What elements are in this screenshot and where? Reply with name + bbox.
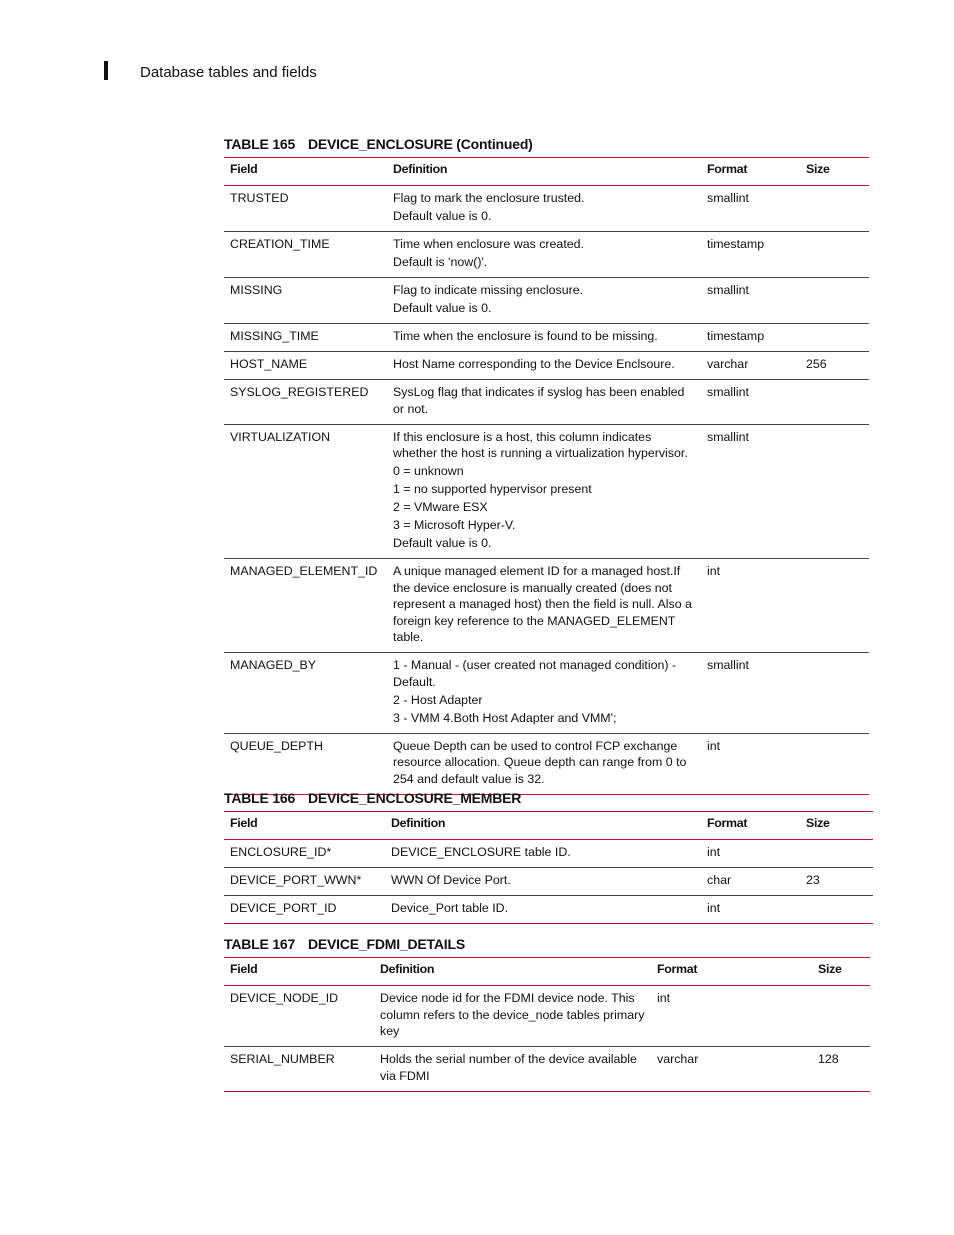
table-row [224, 733, 869, 794]
definition-line: 1 - Manual - (user created not managed condition) - Default. [393, 658, 677, 689]
table-row [224, 840, 873, 868]
definition-line: Time when enclosure was created. [393, 237, 584, 251]
cell-format: int [651, 986, 812, 1047]
cell-definition [387, 324, 701, 352]
definition-line: If this enclosure is a host, this column indicates whether the host is running a virtualization hypervisor. [393, 429, 688, 460]
header-change-bar [104, 61, 108, 80]
cell-field: MISSING_TIME [224, 324, 387, 352]
cell-size [812, 986, 870, 1047]
table-row [224, 186, 869, 232]
cell-size: 128 [812, 1047, 870, 1092]
cell-definition [387, 278, 701, 324]
cell-field: DEVICE_PORT_ID [224, 896, 385, 924]
table-caption [224, 936, 465, 952]
cell-format: smallint [701, 653, 800, 734]
page-header-title: Database tables and fields [140, 64, 317, 81]
definition-line: A unique managed element ID for a managed host.If the device enclosure is manually created (does not represent a managed host) then the field is null. Also a foreign key reference to the MANAGED_ELEMENT table. [393, 564, 692, 644]
device-enclosure-member-table [224, 811, 873, 924]
cell-format: varchar [651, 1047, 812, 1092]
table-name: DEVICE_FDMI_DETAILS [308, 936, 465, 952]
table-row [224, 986, 870, 1047]
cell-format: timestamp [701, 232, 800, 278]
table-row [224, 559, 869, 653]
definition-line: 0 = unknown [393, 464, 464, 478]
cell-field: DEVICE_NODE_ID [224, 986, 374, 1047]
cell-definition [387, 186, 701, 232]
definition-line: 1 = no supported hypervisor present [393, 482, 592, 496]
table-caption [224, 136, 533, 152]
cell-definition [387, 380, 701, 425]
column-header-field: Field [224, 812, 385, 840]
definition-line: Time when the enclosure is found to be missing. [393, 329, 658, 343]
column-header-size: Size [812, 958, 870, 986]
table-row [224, 352, 869, 380]
definition-line: Device_Port table ID. [391, 901, 509, 915]
cell-format: smallint [701, 424, 800, 559]
definition-line: Holds the serial number of the device available via FDMI [380, 1052, 637, 1083]
column-header-field: Field [224, 958, 374, 986]
cell-definition [387, 559, 701, 653]
definition-line: SysLog flag that indicates if syslog has been enabled or not. [393, 385, 685, 416]
cell-field: QUEUE_DEPTH [224, 733, 387, 794]
cell-field: TRUSTED [224, 186, 387, 232]
cell-definition [387, 424, 701, 559]
cell-size [800, 186, 869, 232]
table-row [224, 324, 869, 352]
cell-size [800, 424, 869, 559]
definition-line: Flag to indicate missing enclosure. [393, 283, 584, 297]
cell-format: smallint [701, 278, 800, 324]
definition-line: Default is 'now()'. [393, 255, 488, 269]
column-header-definition: Definition [385, 812, 701, 840]
cell-field: MISSING [224, 278, 387, 324]
cell-field: ENCLOSURE_ID* [224, 840, 385, 868]
cell-definition [385, 896, 701, 924]
cell-size [800, 232, 869, 278]
cell-definition [374, 986, 651, 1047]
cell-format: int [701, 733, 800, 794]
device-fdmi-details-table [224, 957, 870, 1092]
cell-size [800, 380, 869, 425]
cell-size [800, 559, 869, 653]
definition-line: Device node id for the FDMI device node. This column refers to the device_node tables primary key [380, 991, 645, 1038]
cell-format: timestamp [701, 324, 800, 352]
table-name: DEVICE_ENCLOSURE (Continued) [308, 136, 533, 152]
table-name: DEVICE_ENCLOSURE_MEMBER [308, 790, 522, 806]
cell-size: 256 [800, 352, 869, 380]
cell-definition [387, 733, 701, 794]
definition-line: WWN Of Device Port. [391, 873, 511, 887]
definition-line: Host Name corresponding to the Device Enclsoure. [393, 357, 675, 371]
cell-size [800, 653, 869, 734]
table-row [224, 278, 869, 324]
definition-line: 2 - Host Adapter [393, 692, 483, 707]
cell-format: varchar [701, 352, 800, 380]
cell-field: SYSLOG_REGISTERED [224, 380, 387, 425]
table-number: TABLE 166 [224, 790, 296, 806]
cell-format: int [701, 559, 800, 653]
table-row [224, 380, 869, 425]
table-row [224, 1047, 870, 1092]
definition-line: Queue Depth can be used to control FCP exchange resource allocation. Queue depth can range from 0 to 254 and default value is 32. [393, 738, 687, 786]
table-row [224, 424, 869, 559]
cell-field: HOST_NAME [224, 352, 387, 380]
cell-format: smallint [701, 380, 800, 425]
definition-line: Default value is 0. [393, 209, 492, 223]
cell-size [800, 840, 873, 868]
definition-line: 3 - VMM 4.Both Host Adapter and VMM'; [393, 710, 617, 725]
cell-format: smallint [701, 186, 800, 232]
definition-line: Default value is 0. [393, 301, 492, 315]
cell-format: char [701, 868, 800, 896]
cell-field: MANAGED_BY [224, 653, 387, 734]
cell-format: int [701, 896, 800, 924]
definition-line: DEVICE_ENCLOSURE table ID. [391, 845, 571, 859]
definition-line: Default value is 0. [393, 536, 492, 550]
cell-definition [374, 1047, 651, 1092]
column-header-field: Field [224, 158, 387, 186]
cell-definition [385, 840, 701, 868]
column-header-size: Size [800, 812, 873, 840]
cell-size [800, 278, 869, 324]
cell-format: int [701, 840, 800, 868]
cell-definition [385, 868, 701, 896]
cell-field: CREATION_TIME [224, 232, 387, 278]
definition-line: 3 = Microsoft Hyper-V. [393, 518, 516, 532]
cell-field: MANAGED_ELEMENT_ID [224, 559, 387, 653]
table-number: TABLE 167 [224, 936, 296, 952]
table-row [224, 896, 873, 924]
table-number: TABLE 165 [224, 136, 296, 152]
cell-definition [387, 232, 701, 278]
table-row [224, 232, 869, 278]
table-caption [224, 790, 521, 806]
cell-definition [387, 352, 701, 380]
cell-field: VIRTUALIZATION [224, 424, 387, 559]
definition-line: 2 = VMware ESX [393, 500, 488, 514]
column-header-definition: Definition [374, 958, 651, 986]
column-header-format: Format [701, 812, 800, 840]
cell-size [800, 324, 869, 352]
table-row [224, 653, 869, 734]
column-header-size: Size [800, 158, 869, 186]
column-header-definition: Definition [387, 158, 701, 186]
cell-size [800, 896, 873, 924]
device-enclosure-table [224, 157, 869, 795]
cell-size: 23 [800, 868, 873, 896]
table-row [224, 868, 873, 896]
column-header-format: Format [701, 158, 800, 186]
definition-line: Flag to mark the enclosure trusted. [393, 191, 585, 205]
cell-field: DEVICE_PORT_WWN* [224, 868, 385, 896]
column-header-format: Format [651, 958, 812, 986]
cell-size [800, 733, 869, 794]
cell-definition [387, 653, 701, 734]
cell-field: SERIAL_NUMBER [224, 1047, 374, 1092]
